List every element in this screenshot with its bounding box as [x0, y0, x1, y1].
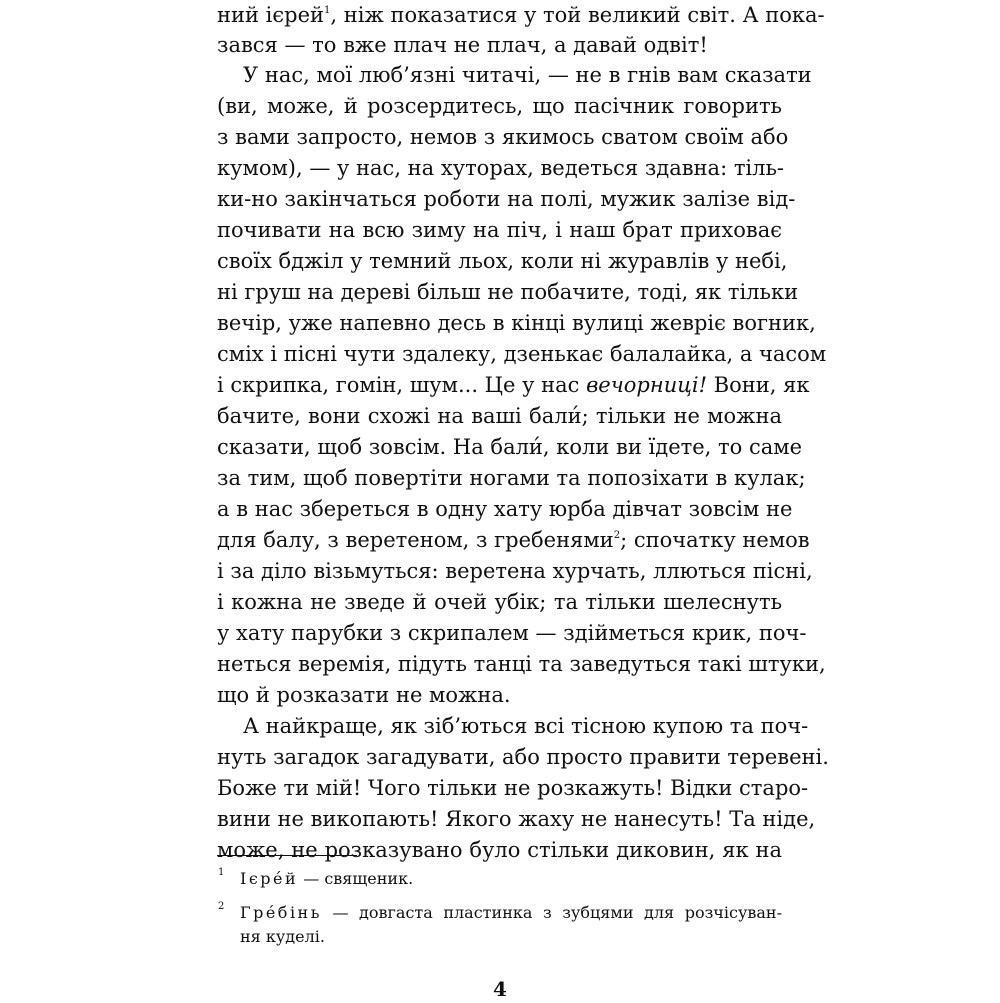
text-line: у хату парубки з скрипалем — здійметься крик, поч-	[217, 621, 807, 645]
footnote-definition: — священик.	[298, 869, 414, 888]
text-line: своїх бджіл у темний льох, коли ні журавлів у небі,	[217, 249, 788, 273]
text-line-paragraph-start: У нас, мої люб’язні читачі, — не в гнів вам сказати	[243, 63, 812, 87]
footnote-term: Гре́бінь	[240, 903, 322, 922]
footnote	[240, 864, 782, 894]
text-line: ки-но закінчаться роботи на полі, мужик залізе від-	[217, 187, 796, 211]
footnote-term: Ієре́й	[240, 869, 299, 888]
text-line: а в нас збереться в одну хату юрба дівчат зовсім не	[217, 497, 793, 521]
text-line: почивати на всю зиму на піч, і наш брат приховає	[217, 218, 782, 242]
footnote-continuation: ня куделі.	[240, 927, 325, 946]
text-line: ний ієрей$^1$, ніж показатися у той великий світ. А пока-	[217, 3, 825, 27]
text-line: з вами запросто, немов з якимось сватом своїм або	[217, 125, 789, 149]
text-line: і кожна не зведе й очей убік; та тільки шелеснуть	[217, 590, 782, 614]
text-line: зався — то вже плач не плач, а давай одвіт!	[217, 33, 708, 57]
text-line: вечір, уже напевно десь в кінці вулиці жевріє вогник,	[217, 311, 816, 335]
text-line: (ви, може, й розсердитесь, що пасічник говорить	[217, 94, 782, 118]
text-line: Боже ти мій! Чого тільки не розкажуть! Відки старо-	[217, 776, 809, 800]
text-line: за тим, щоб повертіти ногами та попозіхати в кулак;	[217, 466, 806, 490]
footnote-marker: 2	[218, 901, 225, 912]
text-line: ні груш на дереві більш не побачите, тоді, як тільки	[217, 280, 799, 304]
text-line: бачите, вони схожі на ваші бали́; тільки не можна	[217, 404, 782, 428]
text-line: і скрипка, гомін, шум... Це у нас вечорниці! Вони, як	[217, 373, 810, 397]
text-line: і за діло візьмуться: веретена хурчать, ллються пісні,	[217, 559, 813, 583]
footnote-ref: 2	[613, 530, 621, 541]
italic-term: вечорниці!	[586, 373, 708, 397]
text-line-paragraph-start: А найкраще, як зіб’ються всі тісною купою та поч-	[243, 714, 809, 738]
footnote-divider	[217, 855, 357, 856]
text-line: кумом), — у нас, на хуторах, ведеться здавна: тіль-	[217, 156, 785, 180]
text-line: сказати, щоб зовсім. На бали́, коли ви їдете, то саме	[217, 435, 802, 459]
footnote-marker: 1	[218, 867, 225, 878]
text-line: може, не розказувано було стільки диковин, як на	[217, 838, 782, 862]
page-number: 4	[493, 977, 507, 1001]
footnote-ref: 1	[324, 5, 331, 16]
text-line: сміх і пісні чути здалеку, дзенькає балалайка, а часом	[217, 342, 827, 366]
text-line: для балу, з веретеном, з гребенями$^2$; спочатку немов	[217, 528, 810, 552]
text-line: що й розказати не можна.	[217, 683, 511, 707]
text-line: вини не викопають! Якого жаху не нанесуть! Та ніде,	[217, 807, 816, 831]
text-line: неться веремія, підуть танці та заведуться такі штуки,	[217, 652, 826, 676]
footnote-definition: — довгаста пластинка з зубцями для розчісуван-	[321, 903, 782, 922]
text-line: нуть загадок загадувати, або просто правити теревені.	[217, 745, 829, 769]
